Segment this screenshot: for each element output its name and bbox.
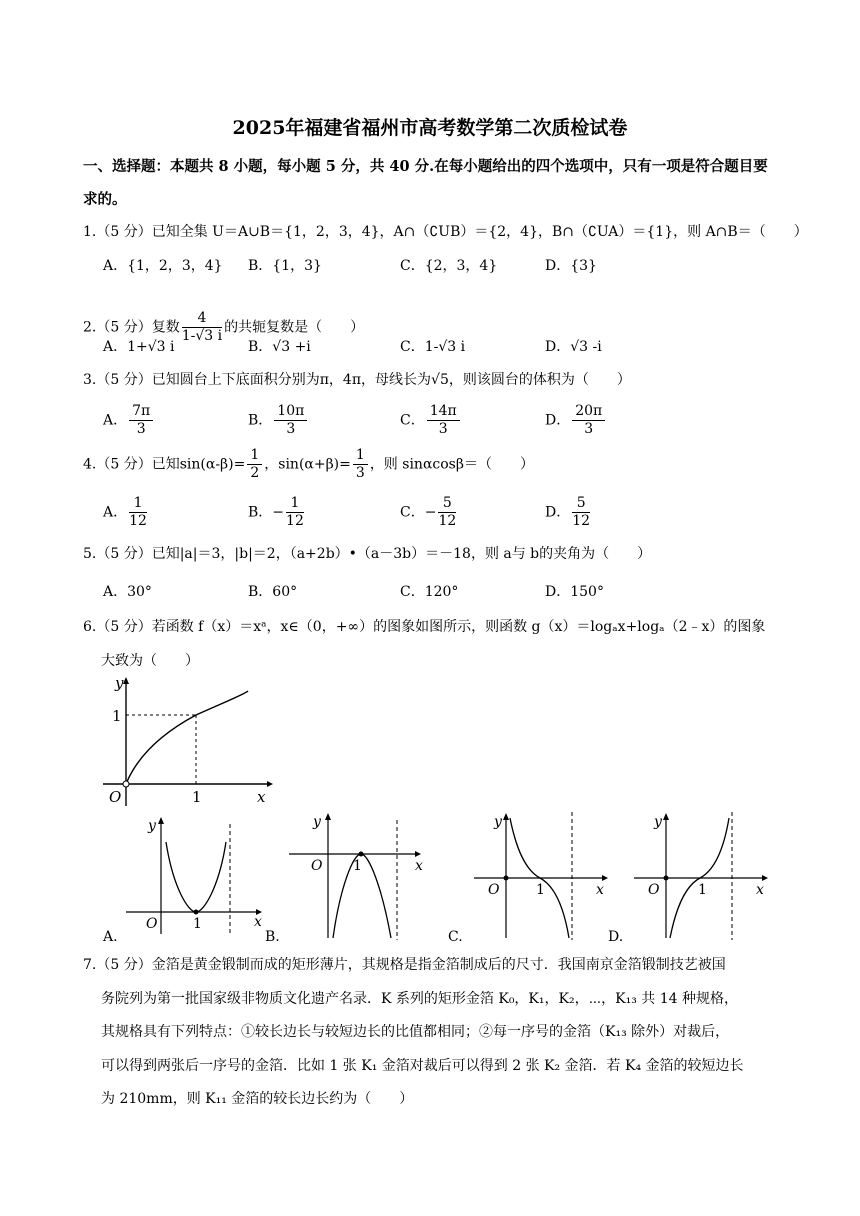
q2-fraction — [182, 310, 222, 345]
q3-option-a-num: 7π — [129, 403, 153, 421]
q6-option-a-label: A. — [103, 929, 118, 945]
q4-option-a-label: A． — [103, 504, 128, 521]
power-curve — [126, 691, 248, 784]
option-b-x-label: x — [415, 858, 423, 874]
option-a-origin: O — [146, 916, 158, 932]
q3-option-d — [545, 403, 607, 438]
q4-option-a-num: 1 — [129, 495, 147, 513]
q2-prefix: 2.（5 分）复数 — [83, 319, 180, 336]
q3-option-c-num: 14π — [427, 403, 460, 421]
q2-fraction-den: 1-√3 i — [181, 328, 223, 344]
q5-option-d: D．150° — [545, 584, 604, 600]
option-a-one: 1 — [193, 916, 202, 932]
q4-prefix: 4.（5 分）已知 — [83, 456, 180, 473]
q3-option-a — [103, 403, 155, 438]
section-heading-line1: 一、选择题：本题共 8 小题，每小题 5 分，共 40 分.在每小题给出的四个选项中，只有一项是符合题目要 — [83, 158, 768, 175]
option-c-origin: O — [488, 882, 500, 898]
q4-option-c-label: C． — [400, 504, 425, 521]
power-function-graph — [95, 672, 275, 812]
q4-option-a — [103, 495, 149, 530]
y-label: y — [115, 674, 124, 692]
q1-option-a: A．{1，2，3，4} — [103, 258, 223, 274]
question-7-line2: 务院列为第一批国家级非物质文化遗产名录．K 系列的矩形金箔 K₀，K₁，K₂，⋯，K₁₃ 共 14 种规格， — [101, 991, 739, 1007]
q5-option-b: B．60° — [248, 584, 298, 600]
q3-option-c-label: C． — [400, 412, 425, 429]
option-c-x-label: x — [596, 882, 604, 898]
x-axis-arrow — [267, 781, 273, 787]
question-1-stem: 1.（5 分）已知全集 U＝A∪B＝{1，2，3，4}，A∩（∁UB）＝{2，4}，B∩（∁UA）＝{1}，则 A∩B＝（ ） — [83, 224, 808, 240]
option-c-y-label: y — [494, 814, 502, 830]
q2-option-b: B．√3 +i — [248, 339, 311, 355]
q5-option-c: C．120° — [400, 584, 459, 600]
question-7-line3: 其规格具有下列特点：①较长边长与较短边长的比值都相同；②每一序号的金箔（K₁₃ 除外）对裁后， — [101, 1024, 730, 1040]
q4-frac1-den: 2 — [250, 465, 260, 481]
q3-option-b-num: 10π — [274, 403, 307, 421]
option-b-y-label: y — [313, 814, 321, 830]
q6-option-c-label: C. — [448, 929, 463, 945]
option-b-one: 1 — [353, 858, 362, 874]
q2-option-c: C．1-√3 i — [400, 339, 466, 355]
q4-option-b-num: 1 — [286, 495, 304, 513]
q4-option-b — [248, 495, 306, 530]
q4-option-d-den: 12 — [572, 513, 591, 529]
option-b-origin: O — [311, 858, 323, 874]
q4-expr1: sin(α-β)= — [179, 456, 246, 473]
section-heading-line2: 求的。 — [83, 191, 127, 208]
question-5-stem: 5.（5 分）已知|a|＝3，|b|＝2，（a+2b）•（a－3b）＝－18，则 a与 b的夹角为（ ） — [83, 546, 652, 562]
q4-suffix: ，则 sinαcosβ＝（ ） — [369, 456, 534, 473]
option-d-graph — [630, 808, 780, 944]
option-a-y-label: y — [148, 818, 156, 834]
q4-option-c-den: 12 — [438, 513, 457, 529]
q2-option-a: A．1+√3 i — [103, 339, 175, 355]
y-one-label: 1 — [112, 707, 122, 725]
option-c-one: 1 — [536, 882, 545, 898]
q2-suffix: 的共轭复数是（ ） — [224, 319, 365, 336]
option-c-graph — [470, 808, 620, 944]
q2-option-d: D．√3 -i — [545, 339, 602, 355]
q4-option-c-sign: − — [424, 504, 437, 521]
q4-option-b-label: B． — [248, 504, 273, 521]
q3-option-b — [248, 403, 309, 438]
q4-option-b-sign: − — [272, 504, 285, 521]
q4-option-d — [545, 495, 592, 530]
q3-option-b-label: B． — [248, 412, 273, 429]
x-label: x — [257, 788, 266, 806]
q4-frac2-num: 1 — [353, 447, 368, 465]
question-7-line4: 可以得到两张后一序号的金箔．比如 1 张 K₁ 金箔对裁后可以得到 2 张 K₂ 金箔．若 K₄ 金箔的较短边长 — [101, 1058, 744, 1074]
q4-expr2: ，sin(α+β)= — [264, 456, 351, 473]
y-axis-arrow — [123, 677, 129, 684]
option-b-curve — [333, 854, 391, 938]
question-7-line5: 为 210mm，则 K₁₁ 金箔的较长边长约为（ ） — [101, 1091, 414, 1107]
option-d-origin: O — [648, 882, 660, 898]
question-3-stem: 3.（5 分）已知圆台上下底面积分别为π，4π，母线长为√5，则该圆台的体积为（ ） — [83, 372, 631, 388]
option-a-x-label: x — [254, 914, 262, 930]
q3-option-d-label: D． — [545, 412, 571, 429]
q3-option-a-label: A． — [103, 412, 128, 429]
q4-frac1-num: 1 — [247, 447, 262, 465]
q2-fraction-num: 4 — [182, 310, 222, 328]
question-6-stem-line1: 6.（5 分）若函数 f（x）＝xᵃ，x∈（0，+∞）的图象如图所示，则函数 g（x）＝logₐx+logₐ（2﹣x）的图象 — [83, 619, 766, 635]
option-d-one: 1 — [698, 882, 707, 898]
q4-option-c — [400, 495, 458, 530]
q1-option-b: B．{1，3} — [248, 258, 322, 274]
option-a-curve — [166, 842, 226, 912]
q4-option-a-den: 12 — [129, 513, 147, 529]
q4-option-d-num: 5 — [572, 495, 590, 513]
q3-option-b-den: 3 — [286, 421, 296, 437]
q3-option-d-den: 3 — [584, 421, 594, 437]
q1-option-d: D．{3} — [545, 258, 597, 274]
x-one-label: 1 — [192, 788, 202, 806]
option-d-y-label: y — [654, 814, 662, 830]
q6-option-d-label: D. — [608, 929, 624, 945]
origin-label: O — [109, 788, 122, 806]
q4-frac2-den: 3 — [355, 465, 365, 481]
q4-option-c-num: 5 — [438, 495, 456, 513]
question-6-stem-line2: 大致为（ ） — [101, 653, 199, 669]
q4-option-b-den: 12 — [286, 513, 304, 529]
question-7-line1: 7.（5 分）金箔是黄金锻制而成的矩形薄片，其规格是指金箔制成后的尺寸．我国南京金箔锻制技艺被国 — [83, 957, 726, 973]
q4-option-d-label: D． — [545, 504, 571, 521]
question-4-stem — [83, 447, 534, 482]
origin-open-point — [123, 781, 129, 787]
q5-option-a: A．30° — [103, 584, 152, 600]
option-d-x-label: x — [756, 882, 764, 898]
q3-option-d-num: 20π — [572, 403, 605, 421]
q3-option-c-den: 3 — [438, 421, 448, 437]
page-title: 2025年福建省福州市高考数学第二次质检试卷 — [232, 117, 628, 139]
option-b-graph — [285, 808, 435, 944]
q1-option-c: C．{2，3，4} — [400, 258, 498, 274]
q6-option-b-label: B. — [265, 929, 280, 945]
q3-option-c — [400, 403, 462, 438]
q3-option-a-den: 3 — [136, 421, 146, 437]
option-a-graph — [118, 812, 268, 938]
